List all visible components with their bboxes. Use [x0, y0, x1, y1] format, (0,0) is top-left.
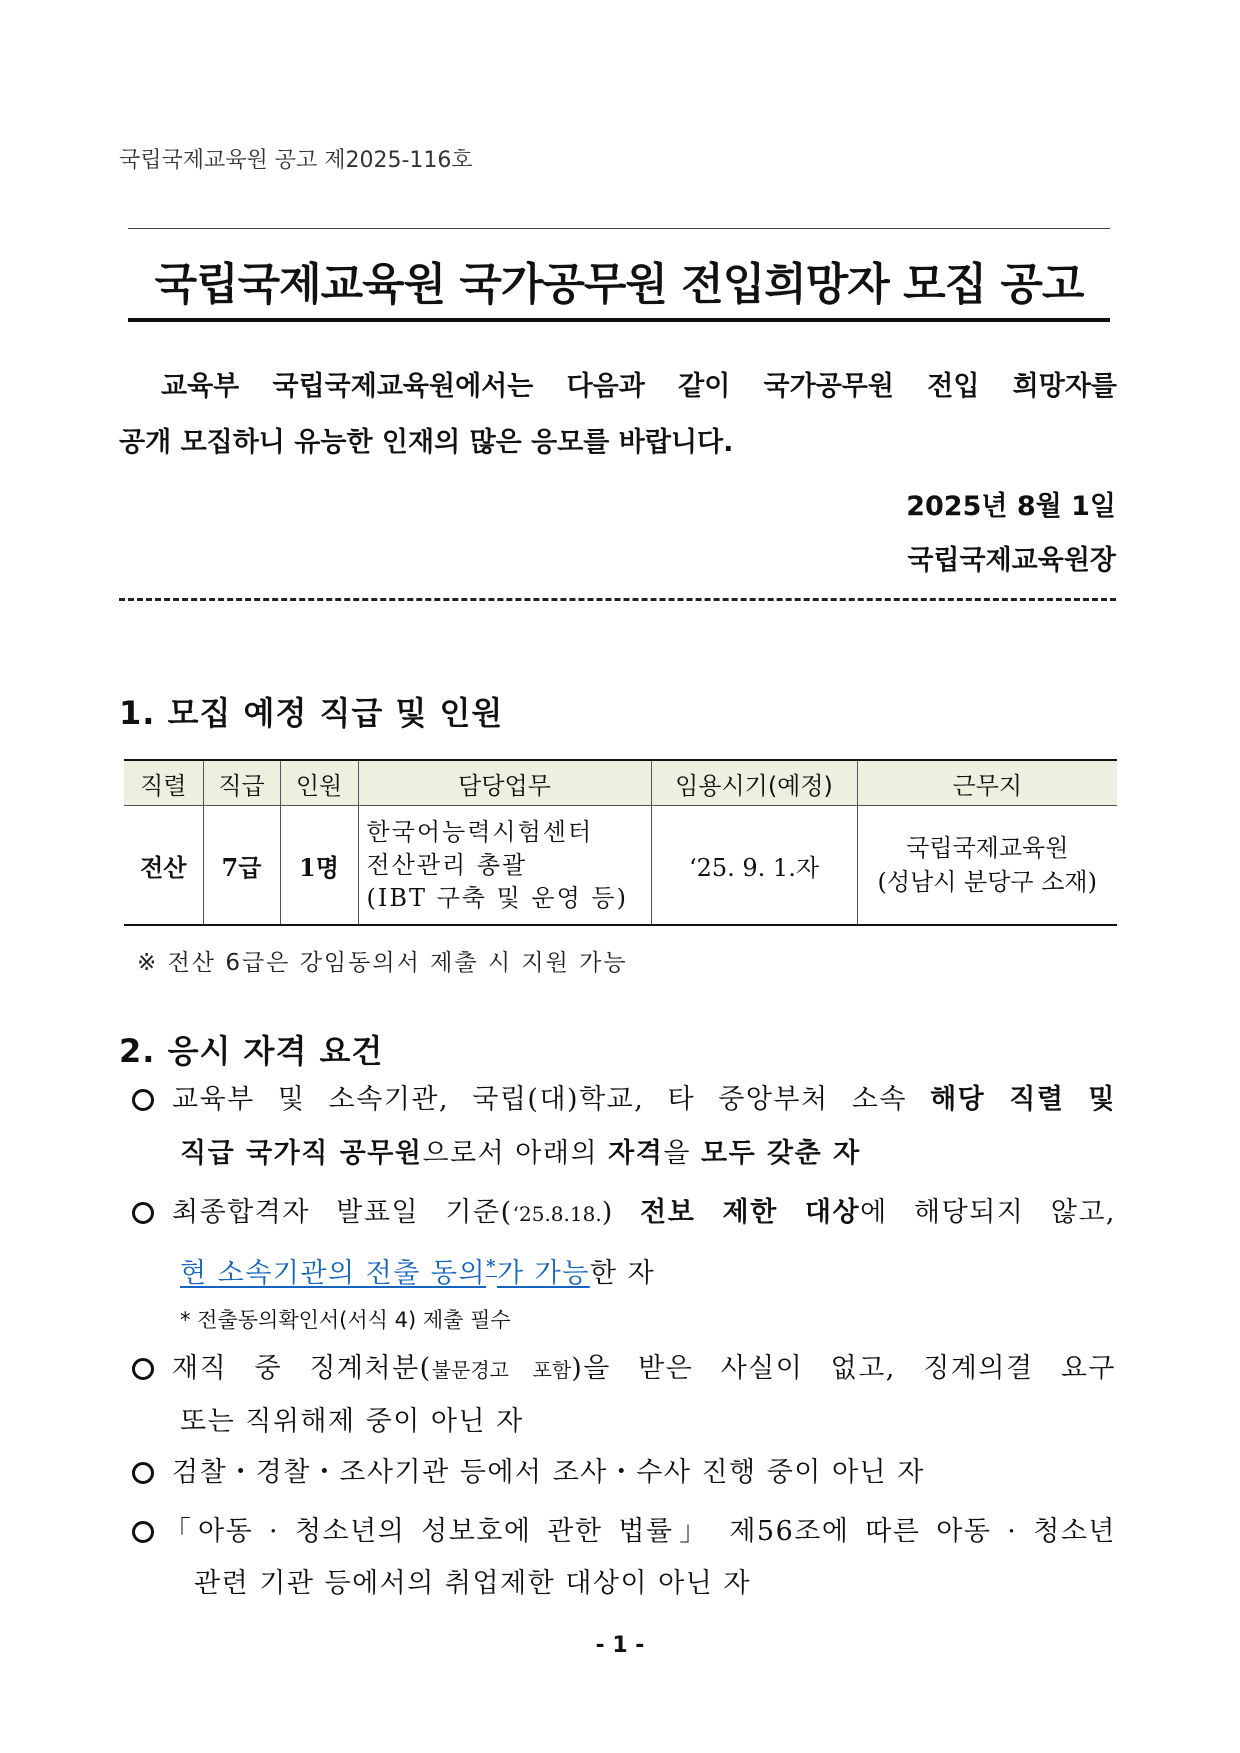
item-2-line-2 [132, 1247, 1116, 1287]
intro-line-2: 공개 모집하니 유능한 인재의 많은 응모를 바랍니다. [119, 427, 734, 458]
intro-line-1: 교육부 국립국제교육원에서는 다음과 같이 국가공무원 전입 희망자를 [161, 371, 1117, 402]
cell-series: 전산 [124, 806, 203, 926]
notice-number: 국립국제교육원 공고 제2025-116호 [119, 148, 473, 173]
header-grade: 직급 [203, 760, 280, 806]
header-location: 근무지 [857, 760, 1117, 806]
section-1-title: 1. 모집 예정 직급 및 인원 [119, 694, 504, 732]
duty-line-1: 한국어능력시험센터 [366, 817, 594, 846]
duty-line-2: 전산관리 총괄 [366, 850, 528, 879]
item-5-line-1 [132, 1512, 1116, 1552]
item-5-text-a: 「아동 · 청소년의 성보호에 관한 법률」 제56조에 따른 아동 · 청소년 [158, 1516, 1116, 1547]
item-3-text-b: 불문경고 포함 [431, 1358, 572, 1382]
signer: 국립국제교육원장 [907, 545, 1116, 576]
item-1-text-b: 해당 직렬 및 [930, 1084, 1116, 1115]
circle-bullet-icon [132, 1202, 154, 1224]
item-1-text-c: 직급 국가직 공무원 [180, 1138, 423, 1169]
qualification-item-5 [132, 1512, 1116, 1604]
item-5-line-2: 관련 기관 등에서의 취업제한 대상이 아닌 자 [194, 1568, 751, 1599]
item-1-line-1 [132, 1080, 1116, 1120]
item-2-note: * 전출동의확인서(서식 4) 제출 필수 [180, 1308, 511, 1332]
item-2-text-i: 한 자 [589, 1258, 656, 1289]
item-3-line-1 [132, 1349, 1116, 1389]
item-2-text-f: 현 소속기관의 전출 동의 [180, 1258, 487, 1289]
item-2-text-d: 전보 제한 대상 [640, 1197, 861, 1228]
header-duty: 담당업무 [358, 760, 651, 806]
circle-bullet-icon [132, 1089, 154, 1111]
location-line-2: (성남시 분당구 소재) [877, 868, 1097, 896]
notice-date: 2025년 8월 1일 [906, 491, 1116, 522]
intro-paragraph [119, 366, 1117, 464]
section-2-title: 2. 응시 자격 요건 [119, 1032, 384, 1070]
page-number: - 1 - [595, 1633, 645, 1658]
circle-bullet-icon [132, 1462, 154, 1484]
qualification-item-3 [132, 1349, 1116, 1442]
item-1-text-d: 으로서 아래의 [422, 1138, 609, 1169]
item-4-line-1 [132, 1453, 1116, 1493]
cell-grade: 7급 [203, 806, 280, 926]
cell-appointment: ‘25. 9. 1.자 [651, 806, 857, 926]
qualification-item-4 [132, 1453, 1116, 1493]
item-4-text: 검찰・경찰・조사기관 등에서 조사・수사 진행 중이 아닌 자 [172, 1457, 925, 1488]
table-row [124, 806, 1117, 926]
item-2-text-a: 최종합격자 발표일 기준( [172, 1197, 513, 1228]
item-1-line-2 [132, 1134, 1116, 1174]
header-appointment: 임용시기(예정) [651, 760, 857, 806]
item-3-text-c: )을 받은 사실이 없고, 징계의결 요구 [571, 1353, 1116, 1384]
recruitment-table [124, 759, 1117, 926]
table-note: ※ 전산 6급은 강임동의서 제출 시 지원 가능 [137, 950, 628, 976]
cell-location [857, 806, 1117, 926]
cell-duty [358, 806, 651, 926]
item-1-text-e: 자격 [608, 1138, 664, 1169]
document-title: 국립국제교육원 국가공무원 전입희망자 모집 공고 [154, 259, 1084, 310]
duty-line-3: (IBT 구축 및 운영 등) [366, 883, 628, 912]
item-2-asterisk: * [486, 1256, 497, 1277]
item-3-line-2: 또는 직위해제 중이 아닌 자 [180, 1406, 524, 1437]
circle-bullet-icon [132, 1358, 154, 1380]
item-2-text-b: ‘25.8.18. [512, 1202, 602, 1226]
qualification-item-2 [132, 1193, 1116, 1287]
qualification-item-1 [132, 1080, 1116, 1174]
item-2-text-c: ) [601, 1197, 641, 1228]
header-series: 직렬 [124, 760, 203, 806]
cell-count: 1명 [280, 806, 358, 926]
item-2-text-h: 가 가능 [497, 1258, 590, 1289]
header-count: 인원 [280, 760, 358, 806]
item-1-text-f: 을 [663, 1138, 701, 1169]
circle-bullet-icon [132, 1521, 154, 1543]
top-rule [128, 228, 1110, 229]
item-2-line-1 [132, 1193, 1116, 1233]
item-3-text-a: 재직 중 징계처분( [172, 1353, 432, 1384]
item-1-text-g: 모두 갖춘 자 [700, 1138, 861, 1169]
item-1-text-a: 교육부 및 소속기관, 국립(대)학교, 타 중앙부처 소속 [172, 1084, 931, 1115]
item-2-text-e: 에 해당되지 않고, [860, 1197, 1116, 1228]
location-line-1: 국립국제교육원 [906, 834, 1069, 862]
title-underline [128, 318, 1110, 322]
table-header-row [124, 760, 1117, 806]
dashed-divider [119, 598, 1116, 601]
